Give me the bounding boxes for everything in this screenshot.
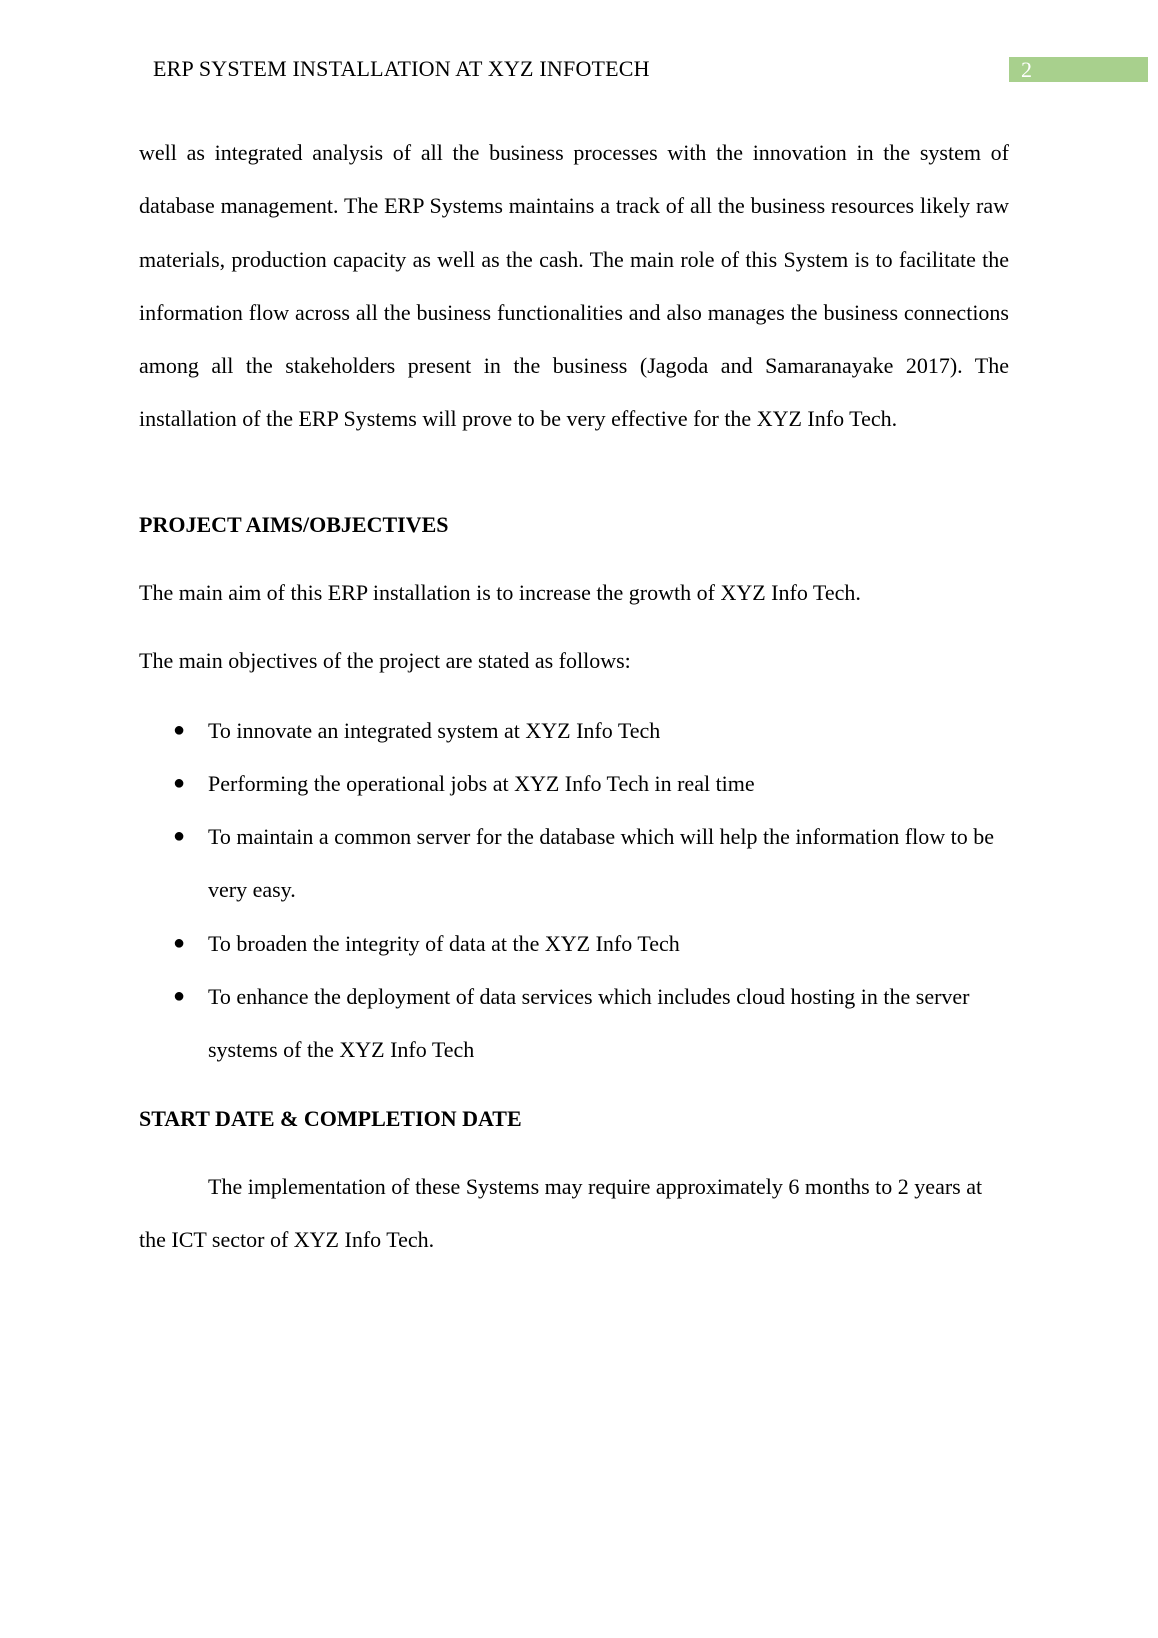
list-item: [173, 810, 1010, 917]
objectives-intro: The main objectives of the project are stated as follows:: [139, 648, 631, 673]
list-item-text: To maintain a common server for the database which will help the information flow to be very easy.: [208, 824, 994, 903]
list-item: [173, 970, 1010, 1077]
bullet-icon: ●: [173, 932, 186, 954]
list-item: [173, 704, 1010, 757]
bullet-icon: ●: [173, 825, 186, 847]
dates-paragraph: The implementation of these Systems may require approximately 6 months to 2 years at the ICT sector of XYZ Info Tech.: [139, 1174, 983, 1253]
list-item: [173, 757, 1010, 810]
list-item-text: To broaden the integrity of data at the XYZ Info Tech: [208, 931, 680, 956]
aim-statement: The main aim of this ERP installation is to increase the growth of XYZ Info Tech.: [139, 580, 861, 605]
intro-paragraph: well as integrated analysis of all the business processes with the innovation in the system of database management. The ERP Systems maintains a track of all the business resources likely raw materials, production capacity as well as the cash. The main role of this System is to facilitate the information flow across all the business functionalities and also manages the business connections among all the stakeholders present in the business (Jagoda and Samaranayake 2017). The installation of the ERP Systems will prove to be very effective for the XYZ Info Tech.: [139, 140, 1009, 432]
running-header-title: ERP SYSTEM INSTALLATION AT XYZ INFOTECH: [153, 56, 650, 81]
list-item-text: To enhance the deployment of data services which includes cloud hosting in the server systems of the XYZ Info Tech: [208, 984, 970, 1063]
page-number-badge: [1009, 57, 1148, 82]
bullet-icon: ●: [173, 719, 186, 741]
dates-heading: START DATE & COMPLETION DATE: [139, 1106, 522, 1131]
page-number: 2: [1021, 57, 1032, 82]
list-item-text: Performing the operational jobs at XYZ Info Tech in real time: [208, 771, 755, 796]
list-item-text: To innovate an integrated system at XYZ Info Tech: [208, 718, 661, 743]
bullet-icon: ●: [173, 985, 186, 1007]
aims-heading: PROJECT AIMS/OBJECTIVES: [139, 512, 449, 537]
list-item: [173, 917, 1010, 970]
bullet-icon: ●: [173, 772, 186, 794]
